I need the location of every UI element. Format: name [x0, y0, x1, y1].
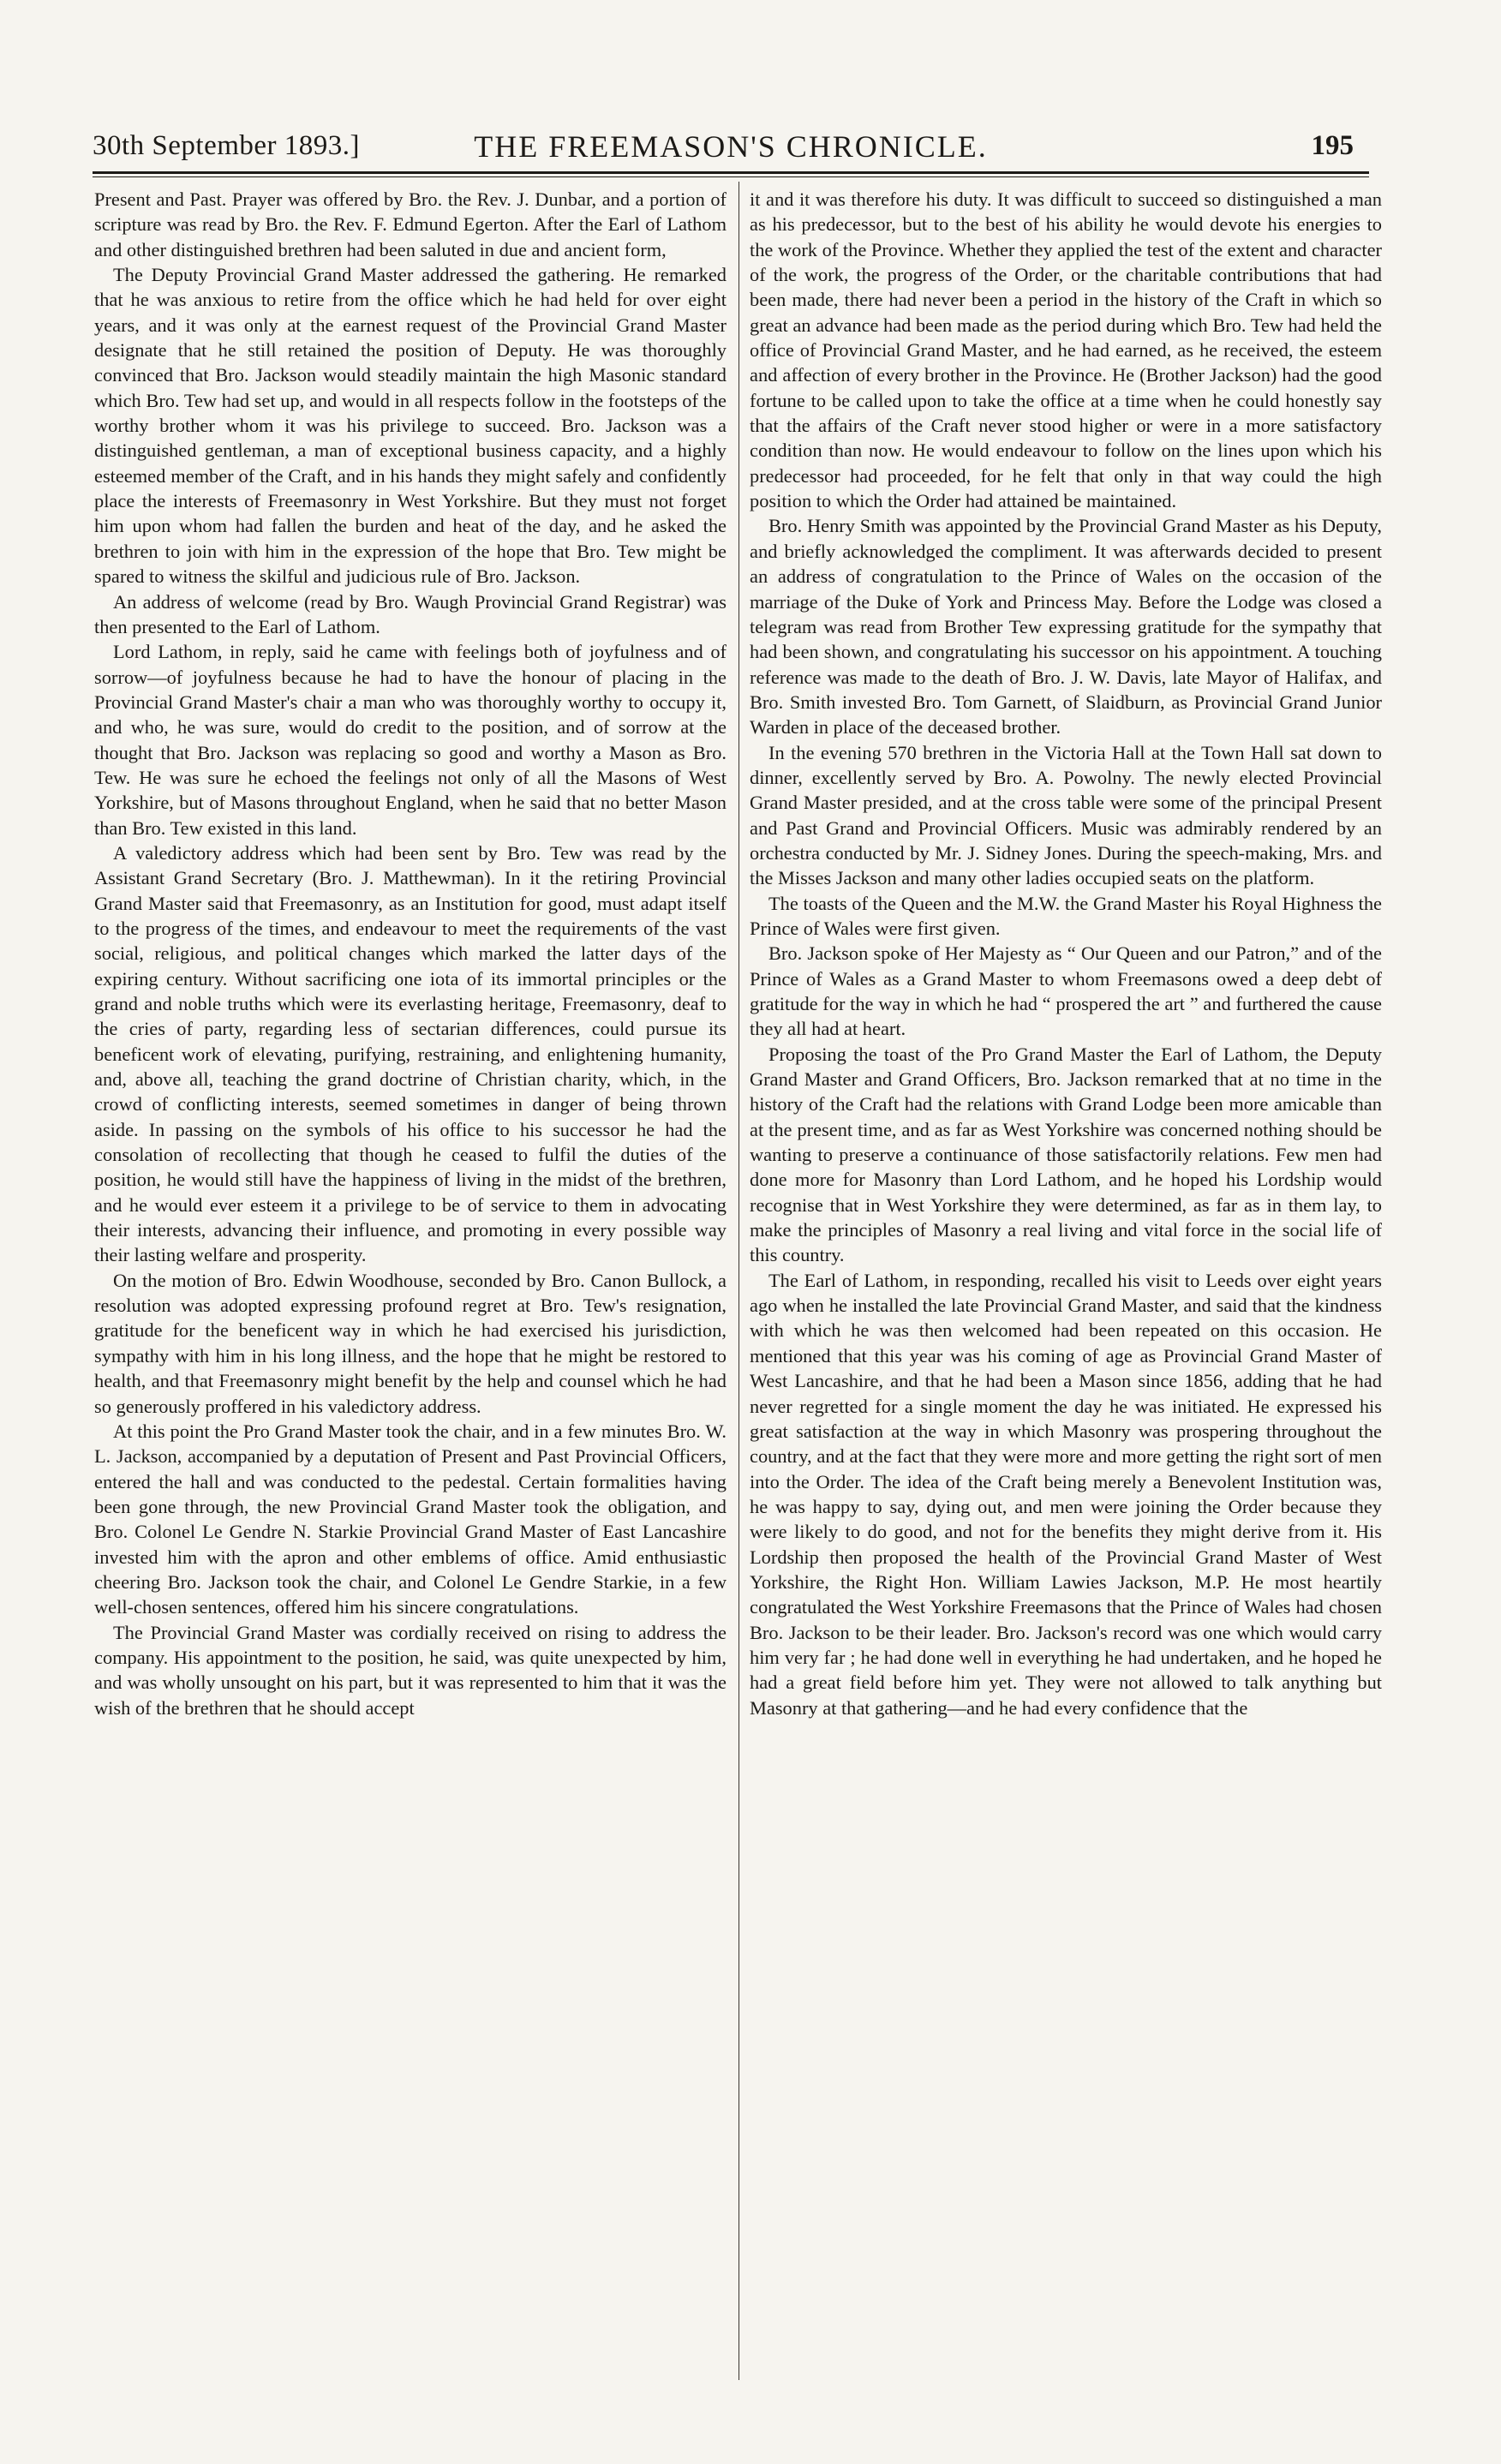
article-paragraph: In the evening 570 brethren in the Victoria Hall at the Town Hall sat down to dinner, excellently served by Bro. A. Powolny. The newly elected Provincial Grand Master presided, and at the cross table were some of the principal Present and Past Grand and Provincial Officers. Music was admirably rendered by an orchestra conducted by Mr. J. Sidney Jones. During the speech-making, Mrs. and the Misses Jackson and many other ladies occupied seats on the platform. — [750, 741, 1382, 889]
header-rule-thin — [93, 176, 1369, 177]
right-column — [750, 187, 1382, 2376]
article-paragraph: The toasts of the Queen and the M.W. the Grand Master his Royal Highness the Prince of Wales were first given. — [750, 892, 1382, 939]
article-paragraph: it and it was therefore his duty. It was difficult to succeed so distinguished a man as his predecessor, but to the best of his ability he would devote his energies to the work of the Province. Whether they applied the test of the extent and character of the work, the progress of the Order, or the charitable contributions that had been made, there had never been a period in the history of the Craft in which so great an advance had been made as the period during which Bro. Tew had held the office of Provincial Grand Master, and he had earned, as he received, the esteem and affection of every brother in the Province. He (Brother Jackson) had the good fortune to be called upon to take the office at a time when he could honestly say that the affairs of the Craft never stood higher or were in a more satisfactory condition than now. He would endeavour to follow on the lines upon which his predecessor had proceeded, for he felt that only in that way could the high position to which the Order had attained be maintained. — [750, 188, 1382, 512]
article-paragraph: The Provincial Grand Master was cordially received on rising to address the company. His appointment to the position, he said, was quite unexpected by him, and was wholly unsought on his part, but it was represented to him that it was the wish of the brethren that he should accept — [94, 1621, 727, 1719]
article-paragraph: Bro. Jackson spoke of Her Majesty as “ Our Queen and our Patron,” and of the Prince of Wales as a Grand Master to whom Freemasons owed a deep debt of gratitude for the way in which he had “ prospered the art ” and furthered the cause they all had at heart. — [750, 942, 1382, 1040]
article-paragraph: Proposing the toast of the Pro Grand Master the Earl of Lathom, the Deputy Grand Master and Grand Officers, Bro. Jackson remarked that at no time in the history of the Craft had the relations with Grand Lodge been more amicable than at the present time, and as far as West Yorkshire was concerned nothing should be wanting to preserve a continuance of those satisfactorily relations. Few men had done more for Masonry than Lord Lathom, and he hoped his Lordship would recognise that in West Yorkshire they were determined, as far as in them lay, to make the principles of Masonry a real living and vital force in the social life of this country. — [750, 1043, 1382, 1266]
article-paragraph: The Deputy Provincial Grand Master addressed the gathering. He remarked that he was anxious to retire from the office which he had held for over eight years, and it was only at the earnest request of the Provincial Grand Master designate that he still retained the position of Deputy. He was thoroughly convinced that Bro. Jackson would steadily maintain the high Masonic standard which Bro. Tew had set up, and would in all respects follow in the footsteps of the worthy brother whom it was his privilege to succeed. Bro. Jackson was a distinguished gentleman, a man of exceptional business capacity, and a highly esteemed member of the Craft, and in his hands they might safely and confidently place the interests of Freemasonry in West Yorkshire. But they must not forget him upon whom had fallen the burden and heat of the day, and he asked the brethren to join with him in the expression of the hope that Bro. Tew might be spared to witness the skilful and judicious rule of Bro. Jackson. — [94, 264, 727, 588]
article-paragraph: A valedictory address which had been sent by Bro. Tew was read by the Assistant Grand Secretary (Bro. J. Matthewman). In it the retiring Provincial Grand Master said that Freemasonry, as an Institution for good, must adapt itself to the progress of the times, and endeavour to meet the requirements of the vast social, religious, and political changes which marked the latter days of the expiring century. Without sacrificing one iota of its immortal principles or the grand and noble truths which were its everlasting heritage, Freemasonry, deaf to the cries of party, regarding less of sectarian differences, could pursue its beneficent work of elevating, purifying, restraining, and enlightening humanity, and, above all, teaching the grand doctrine of Christian charity, which, in the crowd of conflicting interests, seemed sometimes in danger of being thrown aside. In passing on the symbols of his office to his successor he had the consolation of recollecting that though he ceased to fulfil the duties of the position, he would still have the happiness of living in the midst of the brethren, and he would ever esteem it a privilege to be of service to them in advocating their interests, advancing their influence, and promoting in every possible way their lasting welfare and prosperity. — [94, 841, 727, 1266]
article-paragraph: Present and Past. Prayer was offered by Bro. the Rev. J. Dunbar, and a portion of scripture was read by Bro. the Rev. F. Edmund Egerton. After the Earl of Lathom and other distinguished brethren had been saluted in due and ancient form, — [94, 188, 727, 260]
issue-date: 30th September 1893.] — [93, 130, 361, 161]
article-paragraph: An address of welcome (read by Bro. Waugh Provincial Grand Registrar) was then presented to the Earl of Lathom. — [94, 590, 727, 637]
page-number: 195 — [1311, 130, 1354, 161]
article-paragraph: Lord Lathom, in reply, said he came with feelings both of joyfulness and of sorrow—of joyfulness because he had to have the honour of placing in the Provincial Grand Master's chair a man who was thoroughly worthy to occupy it, and who, he was sure, would do credit to the position, and of sorrow at the thought that Bro. Jackson was replacing so good and worthy a Mason as Bro. Tew. He was sure he echoed the feelings not only of all the Masons of West Yorkshire, but of Masons throughout England, when he said that no better Mason than Bro. Tew existed in this land. — [94, 641, 727, 839]
article-paragraph: The Earl of Lathom, in responding, recalled his visit to Leeds over eight years ago when he installed the late Provincial Grand Master, and said that the kindness with which he was then welcomed had been repeated on this occasion. He mentioned that this year was his coming of age as Provincial Grand Master of West Lancashire, and that he had been a Mason since 1856, adding that he had never regretted for a single moment the day he was initiated. He expressed his great satisfaction at the way in which Masonry was prospering throughout the country, and at the fact that they were more and more getting the right sort of men into the Order. The idea of the Craft being merely a Benevolent Institution was, he was happy to say, dying out, and men were joining the Order because they were likely to do good, and not for the benefits they might derive from it. His Lordship then proposed the health of the Provincial Grand Master of West Yorkshire, the Right Hon. William Lawies Jackson, M.P. He most heartily congratulated the West Yorkshire Freemasons that the Prince of Wales had chosen Bro. Jackson to be their leader. Bro. Jackson's record was one which would carry him very far ; he had done well in everything he had undertaken, and he hoped he had a great field before him yet. They were not allowed to talk anything but Masonry at that gathering—and he had every confidence that the — [750, 1269, 1382, 1719]
header-rule — [93, 171, 1369, 174]
masthead — [93, 127, 1369, 168]
left-column — [94, 187, 727, 2376]
publication-title: THE FREEMASON'S CHRONICLE. — [474, 129, 988, 164]
article-paragraph: Bro. Henry Smith was appointed by the Provincial Grand Master as his Deputy, and briefly acknowledged the compliment. It was afterwards decided to present an address of congratulation to the Prince of Wales on the occasion of the marriage of the Duke of York and Princess May. Before the Lodge was closed a telegram was read from Brother Tew expressing gratitude for the sympathy that had been shown, and congratulating his successor on his appointment. A touching reference was made to the death of Bro. J. W. Davis, late Mayor of Halifax, and Bro. Smith invested Bro. Tom Garnett, of Slaidburn, as Provincial Grand Junior Warden in place of the deceased brother. — [750, 515, 1382, 739]
article-paragraph: On the motion of Bro. Edwin Woodhouse, seconded by Bro. Canon Bullock, a resolution was adopted expressing profound regret at Bro. Tew's resignation, gratitude for the beneficent way in which he had exercised his jurisdiction, sympathy with him in his long illness, and the hope that he might be restored to health, and that Freemasonry might benefit by the help and counsel which he had so generously proffered in his valedictory address. — [94, 1269, 727, 1417]
article-paragraph: At this point the Pro Grand Master took the chair, and in a few minutes Bro. W. L. Jackson, accompanied by a deputation of Present and Past Provincial Officers, entered the hall and was conducted to the pedestal. Certain formalities having been gone through, the new Provincial Grand Master took the obligation, and Bro. Colonel Le Gendre N. Starkie Provincial Grand Master of East Lancashire invested him with the apron and other emblems of office. Amid enthusiastic cheering Bro. Jackson took the chair, and Colonel Le Gendre Starkie, in a few well-chosen sentences, offered him his sincere congratulations. — [94, 1420, 727, 1618]
